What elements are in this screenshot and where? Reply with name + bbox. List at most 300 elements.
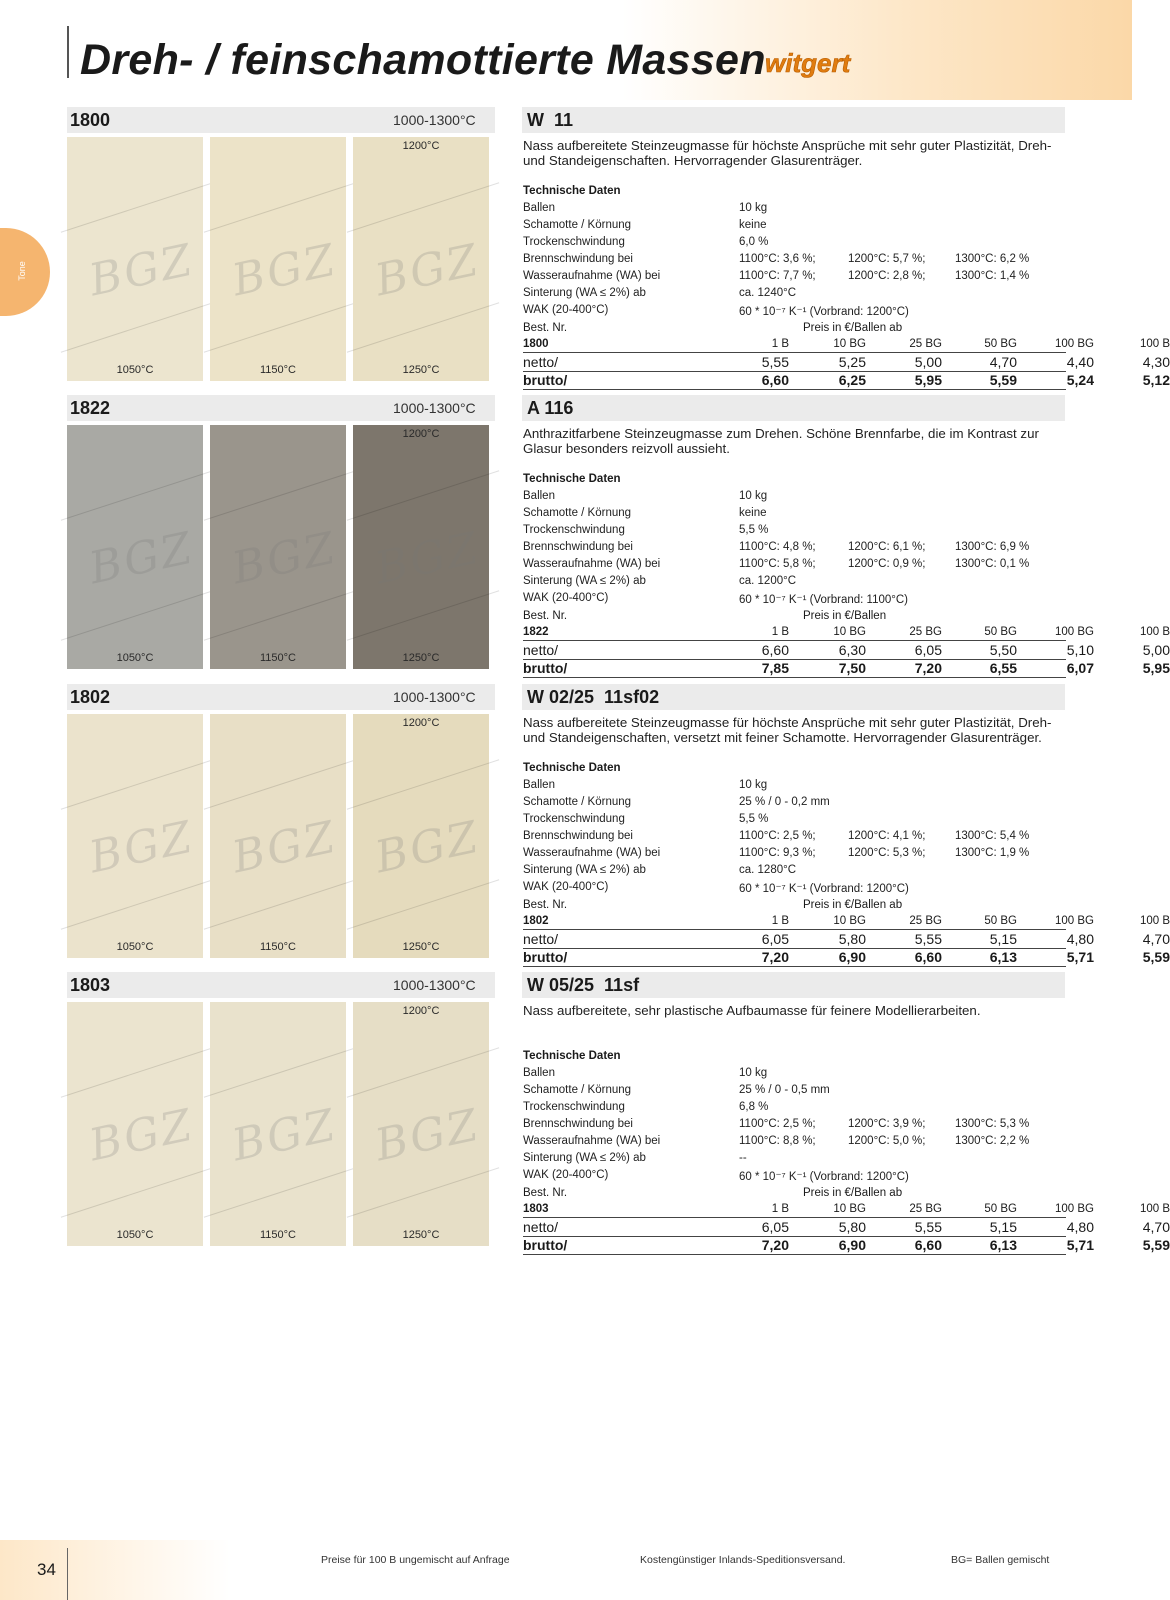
tech-data-key: Brennschwindung bei [523,1118,633,1130]
tech-data-key: WAK (20-400°C) [523,881,609,893]
tech-data-value: 1200°C: 5,3 %; [848,847,926,859]
net-price: 5,55 [761,354,789,370]
net-price: 6,05 [914,642,942,658]
gross-price: 6,60 [914,949,942,965]
tech-data-heading: Technische Daten [523,762,621,774]
footer-note-left: Preise für 100 B ungemischt auf Anfrage [321,1554,510,1566]
price-caption: Preis in €/Ballen [803,610,887,622]
tile-groove [204,1047,356,1097]
tech-data-value: 1200°C: 5,0 %; [848,1135,926,1147]
product-name: A 116 [527,398,574,418]
tech-data-value: 1300°C: 0,1 % [955,558,1030,570]
tile-temp-top: 1200°C [402,717,440,729]
tile-groove [61,759,213,809]
fired-sample-tile [67,137,203,381]
tile-stamp: BGZ [227,522,342,595]
price-column-head: 25 BG [909,338,942,350]
tech-data-key: Trockenschwindung [523,813,625,825]
order-number: 1803 [523,1203,549,1215]
tech-data-row [523,881,1066,898]
gross-price: 5,95 [914,372,942,388]
tech-data-value: 25 % / 0 - 0,5 mm [739,1084,830,1096]
price-column-head: 50 BG [984,626,1017,638]
tile-temp: 1150°C [260,1229,296,1241]
product-name: W 11 [527,110,574,130]
price-rule [523,966,1066,967]
product-description: Nass aufbereitete, sehr plastische Aufbaumasse für feinere Modellierarbeiten. [523,1003,981,1018]
tile-stamp: BGZ [84,1099,199,1172]
tech-data-row [523,813,1066,830]
price-rule [523,389,1066,390]
gross-label: brutto/ [523,372,568,388]
product-description: Nass aufbereitete Steinzeugmasse für höchste Ansprüche mit sehr guter Plastizität, Dreh- und Standeigenschaften, versetzt mit feiner Schamotte. Hervorragender Glasurenträger. [523,715,1052,745]
gross-price: 5,24 [1066,372,1094,388]
tech-data-row [523,304,1066,321]
price-column-head: 100 BG [1055,626,1094,638]
net-price: 4,30 [1142,354,1170,370]
gross-price: 6,13 [989,1237,1017,1253]
tech-data-value: ca. 1200°C [739,575,797,587]
product-section [67,395,1170,683]
gross-price: 7,20 [914,660,942,676]
tech-data-heading: Technische Daten [523,473,621,485]
price-column-head: 100 BG [1055,915,1094,927]
tech-data-key: WAK (20-400°C) [523,1169,609,1181]
net-label: netto/ [523,1219,559,1235]
tech-data-key: Sinterung (WA ≤ 2%) ab [523,864,646,876]
product-header [67,972,1065,998]
order-number: 1802 [523,915,549,927]
price-caption: Preis in €/Ballen ab [803,322,903,334]
fired-sample-tile [353,1002,489,1246]
net-price: 6,05 [761,1219,789,1235]
header-gap [495,107,522,133]
product-number: 1802 [70,687,111,707]
tech-data-value: 1100°C: 4,8 %; [739,541,816,553]
tile-stamp: BGZ [227,234,342,307]
tech-data-value: ca. 1240°C [739,287,797,299]
tech-data-value: ca. 1280°C [739,864,797,876]
fired-sample-tile [353,714,489,958]
fired-sample-tile [210,137,346,381]
order-number: 1800 [523,338,549,350]
price-rule [523,1217,1066,1218]
tech-data-row [523,1169,1066,1186]
gross-price: 5,71 [1066,949,1094,965]
price-caption: Preis in €/Ballen ab [803,899,903,911]
gross-price: 5,71 [1066,1237,1094,1253]
price-column-head: 25 BG [909,915,942,927]
net-price: 6,60 [761,642,789,658]
tech-data-value: 60 * 10⁻⁷ K⁻¹ (Vorbrand: 1200°C) [739,306,909,318]
tile-temp: 1050°C [116,364,154,376]
tech-data-value: 5,5 % [739,524,769,536]
tech-data-value: 1100°C: 7,7 %; [739,270,816,282]
title-rule [67,26,69,78]
tech-data-key: Brennschwindung bei [523,830,633,842]
price-column-head: 100 B [1139,626,1170,638]
tile-groove [204,879,356,929]
tech-data-value: 1100°C: 2,5 %; [739,830,816,842]
tile-groove [61,182,213,232]
gross-price: 6,60 [914,1237,942,1253]
order-number-label: Best. Nr. [523,610,568,622]
tech-data-row [523,1118,1066,1135]
tile-temp: 1150°C [260,364,296,376]
price-rule [523,352,1066,353]
order-number-label: Best. Nr. [523,899,568,911]
price-column-head: 25 BG [909,626,942,638]
header-gap [495,972,522,998]
net-label: netto/ [523,931,559,947]
tile-stamp: BGZ [84,522,199,595]
price-rule [523,1254,1066,1255]
tech-data-row [523,864,1066,881]
fired-sample-tile [67,1002,203,1246]
tile-groove [61,879,213,929]
price-rule [523,1236,1066,1237]
tile-groove [347,759,499,809]
product-section [67,107,1170,395]
tech-data-key: Schamotte / Körnung [523,219,632,231]
tile-groove [61,1167,213,1217]
firing-range: 1000-1300°C [393,112,476,128]
fired-sample-tile [353,137,489,381]
tech-data-value: keine [739,507,767,519]
tech-data-key: Ballen [523,1067,555,1079]
product-header [67,684,1065,710]
tech-data-key: Sinterung (WA ≤ 2%) ab [523,575,646,587]
product-name: W 05/25 11sf [527,975,640,995]
svg-text:witgert: witgert [765,48,851,78]
tile-temp-top: 1200°C [402,428,440,440]
tile-stamp: BGZ [370,522,485,595]
fired-sample-tile [210,1002,346,1246]
tech-data-value: 1300°C: 6,2 % [955,253,1030,265]
tile-stamp: BGZ [227,811,342,884]
tile-temp: 1050°C [116,652,154,664]
tech-data-row [523,287,1066,304]
tech-data-key: Wasseraufnahme (WA) bei [523,1135,661,1147]
product-name: W 02/25 11sf02 [527,687,660,707]
net-price: 5,55 [914,931,942,947]
gross-price: 5,59 [1142,949,1170,965]
tech-data-key: Brennschwindung bei [523,541,633,553]
tile-temp: 1250°C [402,1229,440,1241]
tech-data-value: 60 * 10⁻⁷ K⁻¹ (Vorbrand: 1200°C) [739,883,909,895]
gross-price: 5,59 [1142,1237,1170,1253]
price-column-head: 100 BG [1055,1203,1094,1215]
gross-price: 6,13 [989,949,1017,965]
tile-groove [61,590,213,640]
tech-data-key: Wasseraufnahme (WA) bei [523,847,661,859]
tech-data-key: Trockenschwindung [523,1101,625,1113]
tile-temp-top: 1200°C [402,1005,440,1017]
gross-label: brutto/ [523,949,568,965]
gross-price: 5,59 [989,372,1017,388]
tech-data-row [523,830,1066,847]
net-price: 4,70 [1142,1219,1170,1235]
net-price: 5,80 [838,1219,866,1235]
tile-temp: 1150°C [260,652,296,664]
tile-groove [204,470,356,520]
page-title: Dreh- / feinschamottierte Massen [80,36,766,84]
gross-price: 5,12 [1142,372,1170,388]
product-header [67,107,1065,133]
gross-price: 5,95 [1142,660,1170,676]
tech-data-row [523,524,1066,541]
tech-data-row [523,490,1066,507]
tile-groove [347,1047,499,1097]
tech-data-key: Schamotte / Körnung [523,1084,632,1096]
tech-data-key: Schamotte / Körnung [523,507,632,519]
tech-data-row [523,1084,1066,1101]
net-price: 5,15 [989,1219,1017,1235]
tile-stamp: BGZ [370,811,485,884]
tile-stamp: BGZ [370,1099,485,1172]
tech-data-value: 1200°C: 2,8 %; [848,270,926,282]
gross-label: brutto/ [523,660,568,676]
net-price: 4,80 [1066,1219,1094,1235]
header-gap [495,395,522,421]
tech-data-value: -- [739,1152,747,1164]
tech-data-key: Sinterung (WA ≤ 2%) ab [523,287,646,299]
tech-data-value: 10 kg [739,490,768,502]
price-rule [523,929,1066,930]
side-tab-label: Tone [16,261,27,281]
tech-data-key: Ballen [523,202,555,214]
tile-temp: 1250°C [402,941,440,953]
tech-data-value: 60 * 10⁻⁷ K⁻¹ (Vorbrand: 1200°C) [739,1171,909,1183]
net-price: 5,15 [989,931,1017,947]
tile-temp: 1250°C [402,652,440,664]
tile-groove [61,302,213,352]
gross-price: 7,85 [761,660,789,676]
tile-groove [347,1167,499,1217]
gross-price: 6,90 [838,949,866,965]
tech-data-value: 1100°C: 2,5 %; [739,1118,816,1130]
tile-temp: 1150°C [260,941,296,953]
firing-range: 1000-1300°C [393,400,476,416]
tech-data-key: Ballen [523,779,555,791]
tile-stamp: BGZ [84,811,199,884]
page-number: 34 [37,1560,56,1579]
price-column-head: 100 B [1139,915,1170,927]
gross-price: 6,60 [761,372,789,388]
net-price: 5,50 [989,642,1017,658]
tech-data-key: Brennschwindung bei [523,253,633,265]
tech-data-value: 1200°C: 6,1 %; [848,541,926,553]
price-column-head: 50 BG [984,338,1017,350]
tech-data-value: 1300°C: 2,2 % [955,1135,1030,1147]
tile-groove [347,470,499,520]
tech-data-row [523,1101,1066,1118]
tech-data-value: 1300°C: 1,9 % [955,847,1030,859]
product-header [67,395,1065,421]
tech-data-row [523,558,1066,575]
price-column-head: 1 B [771,338,789,350]
tile-temp: 1250°C [402,364,440,376]
product-number: 1803 [70,975,111,995]
tech-data-row [523,236,1066,253]
tech-data-value: 1300°C: 5,3 % [955,1118,1030,1130]
firing-range: 1000-1300°C [393,977,476,993]
net-label: netto/ [523,354,559,370]
fired-sample-tile [67,714,203,958]
tech-data-value: 1100°C: 9,3 %; [739,847,816,859]
tech-data-row [523,796,1066,813]
tech-data-value: 6,0 % [739,236,769,248]
header-gap [495,684,522,710]
tech-data-heading: Technische Daten [523,185,621,197]
tech-data-row [523,1152,1066,1169]
firing-range: 1000-1300°C [393,689,476,705]
tech-data-key: Schamotte / Körnung [523,796,632,808]
net-price: 5,80 [838,931,866,947]
tile-groove [61,1047,213,1097]
tech-data-key: Wasseraufnahme (WA) bei [523,558,661,570]
footer-band [0,1540,230,1600]
tech-data-row [523,541,1066,558]
tech-data-key: Trockenschwindung [523,236,625,248]
footer-note-middle: Kostengünstiger Inlands-Speditionsversand. [640,1554,846,1566]
product-section [67,684,1170,972]
tech-data-row [523,507,1066,524]
tile-temp-top: 1200°C [402,140,440,152]
net-price: 5,25 [838,354,866,370]
tech-data-row [523,219,1066,236]
tech-data-value: 5,5 % [739,813,769,825]
tile-stamp: BGZ [84,234,199,307]
tech-data-key: WAK (20-400°C) [523,304,609,316]
gross-price: 7,20 [761,949,789,965]
gross-price: 6,25 [838,372,866,388]
net-price: 6,30 [838,642,866,658]
product-description: Anthrazitfarbene Steinzeugmasse zum Drehen. Schöne Brennfarbe, die im Kontrast zur Glasur besonders reizvoll aussieht. [523,426,1039,456]
price-rule [523,640,1066,641]
tile-stamp: BGZ [370,234,485,307]
price-column-head: 50 BG [984,1203,1017,1215]
footer-note-right: BG= Ballen gemischt [951,1554,1050,1566]
price-column-head: 1 B [771,915,789,927]
tech-data-value: 1100°C: 5,8 %; [739,558,816,570]
tech-data-value: 1200°C: 3,9 %; [848,1118,926,1130]
page-rule [67,1548,68,1600]
tech-data-row [523,1067,1066,1084]
net-price: 4,80 [1066,931,1094,947]
gross-price: 7,20 [761,1237,789,1253]
side-tab[interactable] [0,228,50,316]
tech-data-row [523,592,1066,609]
tile-groove [347,302,499,352]
fired-sample-tile [210,425,346,669]
tech-data-row [523,847,1066,864]
gross-price: 6,07 [1066,660,1094,676]
brand-logo-mark [763,46,898,80]
tech-data-value: 60 * 10⁻⁷ K⁻¹ (Vorbrand: 1100°C) [739,594,908,606]
tile-groove [204,590,356,640]
price-column-head: 100 BG [1055,338,1094,350]
tech-data-row [523,270,1066,287]
tech-data-key: Wasseraufnahme (WA) bei [523,270,661,282]
product-number: 1822 [70,398,111,418]
price-column-head: 10 BG [833,915,866,927]
tech-data-value: 1200°C: 0,9 %; [848,558,926,570]
gross-price: 6,90 [838,1237,866,1253]
price-column-head: 25 BG [909,1203,942,1215]
net-price: 5,55 [914,1219,942,1235]
tech-data-value: 10 kg [739,1067,768,1079]
price-rule [523,677,1066,678]
order-number-label: Best. Nr. [523,1187,568,1199]
tech-data-key: Trockenschwindung [523,524,625,536]
price-column-head: 1 B [771,626,789,638]
tech-data-value: 10 kg [739,202,768,214]
tech-data-key: Ballen [523,490,555,502]
gross-label: brutto/ [523,1237,568,1253]
price-column-head: 10 BG [833,1203,866,1215]
tech-data-row [523,779,1066,796]
tile-groove [347,182,499,232]
net-price: 5,00 [1142,642,1170,658]
tile-groove [61,470,213,520]
net-price: 4,40 [1066,354,1094,370]
tech-data-value: 10 kg [739,779,768,791]
tech-data-key: Sinterung (WA ≤ 2%) ab [523,1152,646,1164]
tech-data-value: 1200°C: 5,7 %; [848,253,926,265]
tile-groove [347,879,499,929]
price-rule [523,948,1066,949]
tech-data-value: 1100°C: 8,8 %; [739,1135,816,1147]
fired-sample-tile [67,425,203,669]
tech-data-value: 1300°C: 1,4 % [955,270,1030,282]
tile-groove [204,182,356,232]
price-column-head: 1 B [771,1203,789,1215]
tile-stamp: BGZ [227,1099,342,1172]
price-rule [523,659,1066,660]
price-column-head: 10 BG [833,338,866,350]
price-column-head: 50 BG [984,915,1017,927]
net-price: 4,70 [1142,931,1170,947]
net-price: 5,00 [914,354,942,370]
price-column-head: 100 B [1139,1203,1170,1215]
fired-sample-tile [353,425,489,669]
tech-data-key: WAK (20-400°C) [523,592,609,604]
tile-temp: 1050°C [116,1229,154,1241]
tech-data-value: 1200°C: 4,1 %; [848,830,926,842]
product-description: Nass aufbereitete Steinzeugmasse für höchste Ansprüche mit sehr guter Plastizität, Dreh- und Standeigenschaften. Hervorragender Glasurenträger. [523,138,1052,168]
fired-sample-tile [210,714,346,958]
tech-data-row [523,1135,1066,1152]
price-caption: Preis in €/Ballen ab [803,1187,903,1199]
brand-logo [763,46,898,80]
net-label: netto/ [523,642,559,658]
net-price: 6,05 [761,931,789,947]
tech-data-value: 1100°C: 3,6 %; [739,253,816,265]
net-price: 5,10 [1066,642,1094,658]
tech-data-row [523,253,1066,270]
tech-data-value: 1300°C: 6,9 % [955,541,1030,553]
price-column-head: 100 B [1139,338,1170,350]
product-section [67,972,1170,1260]
tile-groove [204,759,356,809]
net-price: 4,70 [989,354,1017,370]
tech-data-row [523,575,1066,592]
tech-data-value: 25 % / 0 - 0,2 mm [739,796,830,808]
tile-groove [347,590,499,640]
tech-data-row [523,202,1066,219]
product-number: 1800 [70,110,111,130]
